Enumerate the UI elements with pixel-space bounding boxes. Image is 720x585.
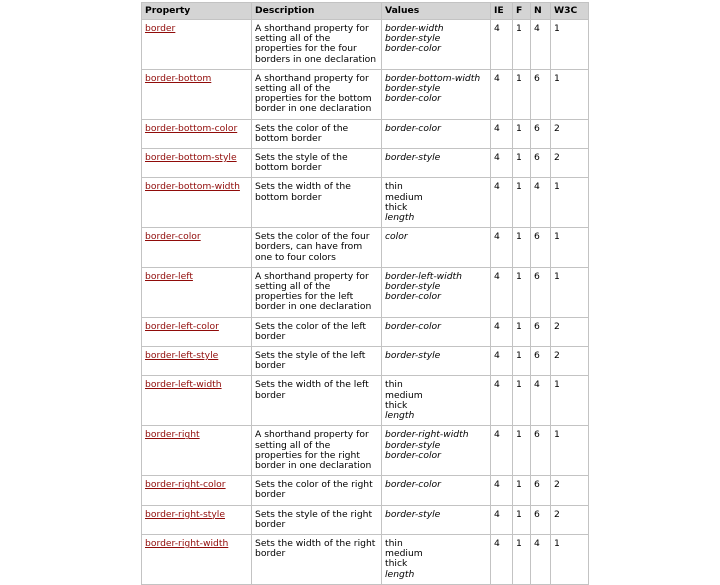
table-row (142, 505, 589, 534)
table-row (142, 119, 589, 148)
value-item: thick (385, 558, 408, 570)
w3c-cell: 1 (551, 267, 589, 317)
ie-cell: 4 (491, 228, 513, 268)
ie-cell: 4 (491, 534, 513, 584)
header-n: N (531, 3, 551, 20)
value-item: border-color (385, 43, 441, 55)
description-cell: Sets the color of the left border (252, 317, 382, 346)
w3c-cell: 2 (551, 476, 589, 505)
value-item: border-style (385, 152, 441, 164)
value-item: border-style (385, 33, 441, 45)
table-header-row (142, 3, 589, 20)
property-cell (142, 476, 252, 505)
values-cell (382, 119, 491, 148)
header-property: Property (142, 3, 252, 20)
value-item: border-color (385, 449, 441, 461)
table-row (142, 228, 589, 268)
value-item: border-width (385, 23, 444, 34)
f-cell: 1 (513, 476, 531, 505)
ie-cell: 4 (491, 317, 513, 346)
value-item: thick (385, 201, 408, 213)
table-row (142, 69, 589, 119)
value-item: border-color (385, 93, 441, 105)
w3c-cell: 2 (551, 347, 589, 376)
f-cell: 1 (513, 376, 531, 426)
w3c-cell: 2 (551, 119, 589, 148)
property-cell (142, 426, 252, 476)
property-cell (142, 505, 252, 534)
ie-cell: 4 (491, 426, 513, 476)
header-description: Description (252, 3, 382, 20)
n-cell: 6 (531, 317, 551, 346)
table-row (142, 426, 589, 476)
value-item: border-color (385, 122, 441, 134)
f-cell: 1 (513, 534, 531, 584)
f-cell: 1 (513, 69, 531, 119)
w3c-cell: 2 (551, 505, 589, 534)
value-item: medium (385, 191, 423, 203)
value-item: border-style (385, 281, 441, 293)
table-row (142, 267, 589, 317)
value-item: length (385, 568, 415, 580)
description-cell: Sets the style of the bottom border (252, 149, 382, 178)
header-ie: IE (491, 3, 513, 20)
description-cell: A shorthand property for setting all of the properties for the left border in one declaration (252, 267, 382, 317)
property-link[interactable]: border-left-width (145, 379, 222, 391)
value-item: border-color (385, 291, 441, 303)
property-cell (142, 228, 252, 268)
description-cell: A shorthand property for setting all of the properties for the right border in one declaration (252, 426, 382, 476)
ie-cell: 4 (491, 376, 513, 426)
value-item: border-style (385, 83, 441, 95)
value-item: thin (385, 379, 403, 391)
f-cell: 1 (513, 426, 531, 476)
values-cell (382, 149, 491, 178)
property-cell (142, 267, 252, 317)
values-cell (382, 376, 491, 426)
ie-cell: 4 (491, 476, 513, 505)
header-w3c: W3C (551, 3, 589, 20)
ie-cell: 4 (491, 178, 513, 228)
w3c-cell: 2 (551, 149, 589, 178)
property-link[interactable]: border-right (145, 429, 200, 441)
table-row (142, 178, 589, 228)
n-cell: 6 (531, 69, 551, 119)
css-border-reference-table (141, 2, 589, 585)
w3c-cell: 1 (551, 228, 589, 268)
ie-cell: 4 (491, 149, 513, 178)
f-cell: 1 (513, 347, 531, 376)
values-cell (382, 505, 491, 534)
description-cell: Sets the color of the four borders, can have from one to four colors (252, 228, 382, 268)
property-link[interactable]: border-right-style (145, 508, 225, 520)
property-link[interactable]: border-bottom-color (145, 122, 238, 134)
property-cell (142, 149, 252, 178)
values-cell (382, 69, 491, 119)
values-cell (382, 20, 491, 70)
n-cell: 4 (531, 534, 551, 584)
value-item: length (385, 212, 415, 224)
value-item: thin (385, 537, 403, 549)
table-row (142, 476, 589, 505)
n-cell: 6 (531, 505, 551, 534)
n-cell: 6 (531, 267, 551, 317)
table-row (142, 317, 589, 346)
property-cell (142, 178, 252, 228)
values-cell (382, 534, 491, 584)
description-cell: Sets the color of the bottom border (252, 119, 382, 148)
property-link[interactable]: border-color (145, 231, 201, 243)
w3c-cell: 1 (551, 426, 589, 476)
w3c-cell: 1 (551, 376, 589, 426)
ie-cell: 4 (491, 69, 513, 119)
property-link[interactable]: border-left (145, 270, 193, 282)
values-cell (382, 476, 491, 505)
value-item: length (385, 410, 415, 422)
ie-cell: 4 (491, 119, 513, 148)
property-cell (142, 376, 252, 426)
header-f: F (513, 3, 531, 20)
description-cell: Sets the color of the right border (252, 476, 382, 505)
n-cell: 6 (531, 476, 551, 505)
property-link[interactable]: border-bottom-style (145, 152, 237, 164)
property-link[interactable]: border-bottom-width (145, 181, 240, 193)
table-row (142, 20, 589, 70)
description-cell: A shorthand property for setting all of the properties for the bottom border in one declaration (252, 69, 382, 119)
f-cell: 1 (513, 178, 531, 228)
property-link[interactable]: border-right-width (145, 537, 229, 549)
header-values: Values (382, 3, 491, 20)
n-cell: 6 (531, 347, 551, 376)
values-cell (382, 317, 491, 346)
f-cell: 1 (513, 20, 531, 70)
value-item: border-style (385, 350, 441, 362)
f-cell: 1 (513, 505, 531, 534)
value-item: border-left-width (385, 270, 462, 282)
property-link[interactable]: border-left-style (145, 350, 219, 362)
w3c-cell: 1 (551, 20, 589, 70)
w3c-cell: 1 (551, 178, 589, 228)
property-link[interactable]: border-left-color (145, 320, 219, 332)
n-cell: 4 (531, 376, 551, 426)
n-cell: 6 (531, 119, 551, 148)
f-cell: 1 (513, 149, 531, 178)
n-cell: 6 (531, 228, 551, 268)
w3c-cell: 1 (551, 69, 589, 119)
property-cell (142, 347, 252, 376)
property-link[interactable]: border (145, 23, 176, 34)
property-cell (142, 69, 252, 119)
ie-cell: 4 (491, 505, 513, 534)
values-cell (382, 178, 491, 228)
table-body (142, 20, 589, 585)
table-row (142, 534, 589, 584)
description-cell: Sets the width of the bottom border (252, 178, 382, 228)
property-cell (142, 20, 252, 70)
value-item: border-color (385, 479, 441, 491)
values-cell (382, 267, 491, 317)
table-row (142, 149, 589, 178)
property-link[interactable]: border-right-color (145, 479, 226, 491)
values-cell (382, 426, 491, 476)
value-item: border-right-width (385, 429, 469, 441)
property-cell (142, 119, 252, 148)
table-row (142, 347, 589, 376)
w3c-cell: 2 (551, 317, 589, 346)
value-item: border-bottom-width (385, 72, 481, 84)
n-cell: 6 (531, 426, 551, 476)
value-item: border-style (385, 439, 441, 451)
ie-cell: 4 (491, 267, 513, 317)
ie-cell: 4 (491, 347, 513, 376)
n-cell: 4 (531, 178, 551, 228)
description-cell: Sets the style of the left border (252, 347, 382, 376)
property-link[interactable]: border-bottom (145, 72, 212, 84)
property-cell (142, 534, 252, 584)
property-cell (142, 317, 252, 346)
value-item: border-style (385, 508, 441, 520)
f-cell: 1 (513, 119, 531, 148)
description-cell: Sets the style of the right border (252, 505, 382, 534)
value-item: color (385, 231, 408, 243)
n-cell: 6 (531, 149, 551, 178)
value-item: thin (385, 181, 403, 193)
values-cell (382, 228, 491, 268)
value-item: thick (385, 399, 408, 411)
value-item: medium (385, 389, 423, 401)
description-cell: A shorthand property for setting all of the properties for the four borders in one declaration (252, 20, 382, 70)
description-cell: Sets the width of the right border (252, 534, 382, 584)
f-cell: 1 (513, 228, 531, 268)
f-cell: 1 (513, 267, 531, 317)
value-item: medium (385, 548, 423, 560)
f-cell: 1 (513, 317, 531, 346)
w3c-cell: 1 (551, 534, 589, 584)
description-cell: Sets the width of the left border (252, 376, 382, 426)
values-cell (382, 347, 491, 376)
table-row (142, 376, 589, 426)
ie-cell: 4 (491, 20, 513, 70)
value-item: border-color (385, 320, 441, 332)
n-cell: 4 (531, 20, 551, 70)
